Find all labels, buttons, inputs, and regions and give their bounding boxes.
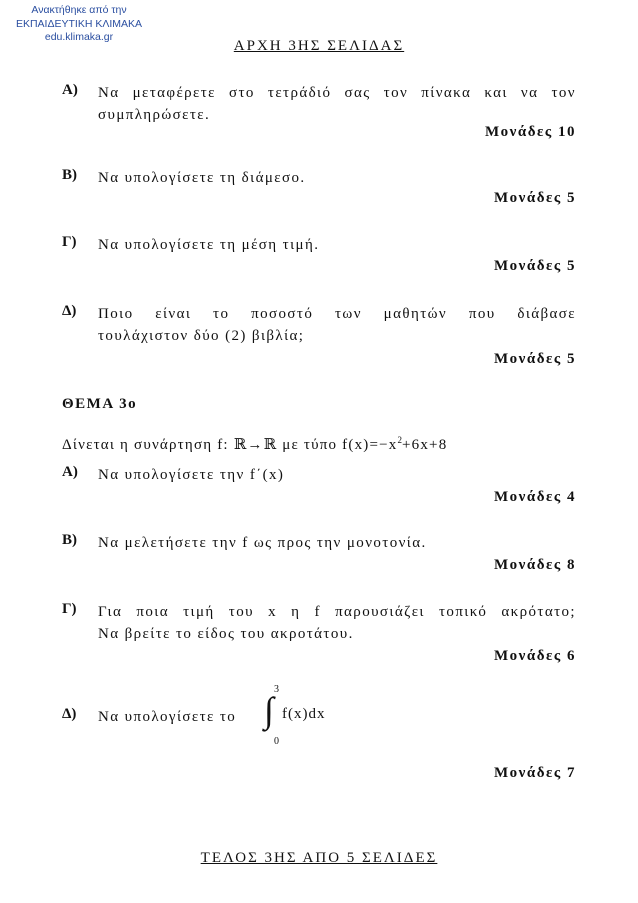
page-footer <box>0 850 638 867</box>
section-heading: ΘΕΜΑ 3ο <box>62 396 138 412</box>
question-d <box>62 303 576 347</box>
question-label: Α) <box>62 464 78 480</box>
question-label: Α) <box>62 82 78 98</box>
marks: Μονάδες 4 <box>493 489 576 505</box>
question-text: Να υπολογίσετε το <box>98 709 237 725</box>
question-text: Να μεταφέρετε στο τετράδιό σας τον πίνακα και να τον <box>98 85 576 101</box>
given-exponent: 2 <box>397 435 402 445</box>
watermark-line: Ανακτήθηκε από την <box>31 4 127 16</box>
question-label: Γ) <box>62 234 77 250</box>
question-label: Δ) <box>62 303 77 319</box>
question-text: τουλάχιστον δύο (2) βιβλία; <box>98 328 305 344</box>
question-label: Β) <box>62 532 77 548</box>
question-text: συμπληρώσετε. <box>98 107 211 123</box>
marks: Μονάδες 8 <box>493 557 576 573</box>
watermark-line: ΕΚΠΑΙΔΕΥΤΙΚΗ ΚΛΙΜΑΚΑ <box>15 17 143 30</box>
question-b <box>62 167 576 189</box>
question-a <box>62 464 576 486</box>
question-c <box>62 234 576 256</box>
question-text: Για ποια τιμή του x η f παρουσιάζει τοπικό ακρότατο; <box>98 604 576 620</box>
integrand: f(x)dx <box>282 706 326 722</box>
marks: Μονάδες 10 <box>484 124 576 140</box>
question-text: Να υπολογίσετε τη μέση τιμή. <box>98 237 320 253</box>
given-function <box>62 435 447 454</box>
question-label: Δ) <box>62 706 77 722</box>
marks: Μονάδες 5 <box>493 190 576 206</box>
marks: Μονάδες 6 <box>493 648 576 664</box>
marks: Μονάδες 5 <box>493 258 576 274</box>
page-header <box>0 38 638 55</box>
watermark-link[interactable]: edu.klimaka.gr <box>44 31 114 43</box>
question-label: Γ) <box>62 601 77 617</box>
question-c <box>62 601 576 645</box>
question-text: Να μελετήσετε την f ως προς την μονοτονία. <box>98 535 427 551</box>
integral-expression <box>264 686 354 748</box>
question-text: Ποιο είναι το ποσοστό των μαθητών που διάβασε <box>98 306 576 322</box>
given-text-rest: +6x+8 <box>402 437 448 453</box>
question-text: Να υπολογίσετε την f΄(x) <box>98 467 285 483</box>
question-a <box>62 82 576 126</box>
integral-upper-limit: 3 <box>274 684 279 695</box>
page-footer-text: ΤΕΛΟΣ 3ΗΣ ΑΠΟ 5 ΣΕΛΙΔΕΣ <box>200 850 438 866</box>
question-label: Β) <box>62 167 77 183</box>
question-text: Να βρείτε το είδος του ακροτάτου. <box>98 626 354 642</box>
question-text: Να υπολογίσετε τη διάμεσο. <box>98 170 306 186</box>
integral-sign: ∫ <box>264 690 274 730</box>
marks: Μονάδες 7 <box>493 765 576 781</box>
marks: Μονάδες 5 <box>493 351 576 367</box>
page-header-text: ΑΡΧΗ 3ΗΣ ΣΕΛΙΔΑΣ <box>233 38 405 54</box>
integral-lower-limit: 0 <box>274 736 279 747</box>
question-b <box>62 532 576 554</box>
given-text: Δίνεται η συνάρτηση f: ℝ→ℝ με τύπο f(x)=−x <box>62 437 398 453</box>
